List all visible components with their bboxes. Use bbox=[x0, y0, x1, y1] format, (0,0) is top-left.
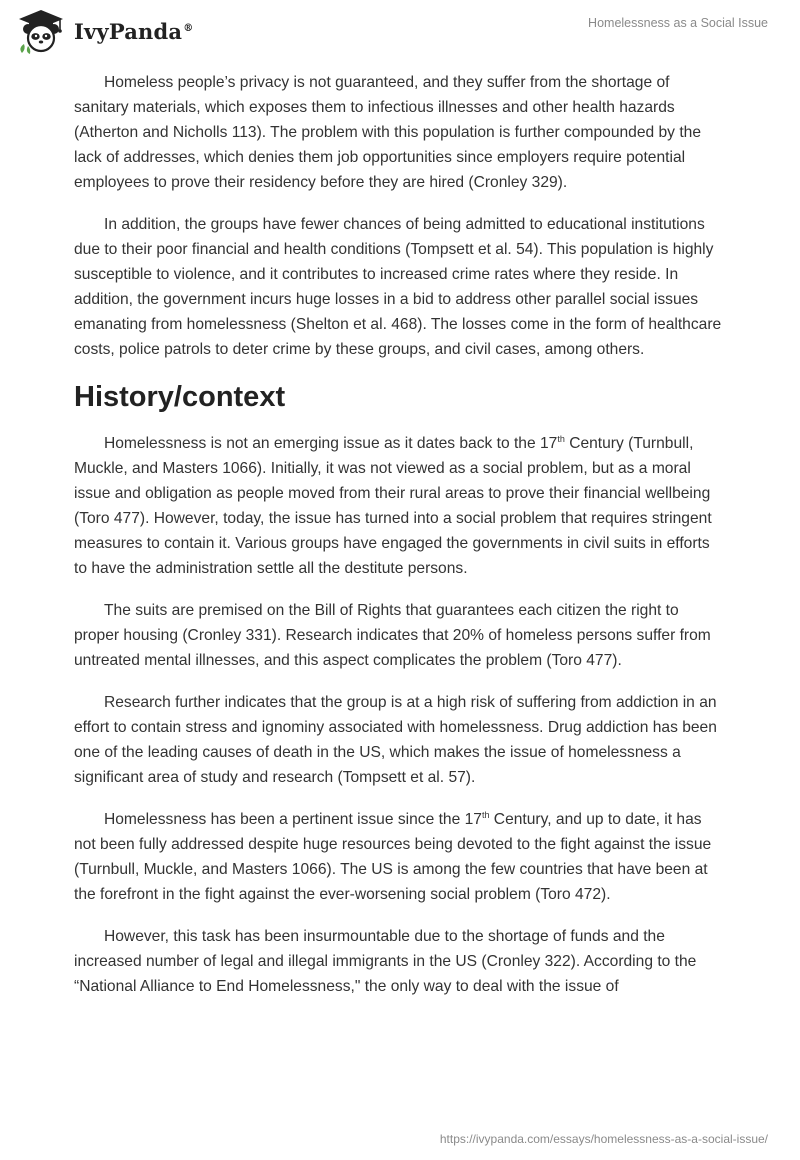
section-heading-history-context: History/context bbox=[74, 381, 286, 413]
paragraph-7: However, this task has been insurmountable due to the shortage of funds and the increased number of legal and illegal immigrants in the US (Cronley 322). According to the “National Alliance to End Homelessness," the only way to deal with the issue of bbox=[74, 928, 697, 995]
essay-content bbox=[74, 70, 726, 1016]
paragraph-1: Homeless people’s privacy is not guaranteed, and they suffer from the shortage of sanitary materials, which exposes them to infectious illnesses and other health hazards (Atherton and Nicholls 113). The problem with this population is further compounded by the lack of addresses, which denies them job opportunities since employers require potential employees to prove their residency before they are hired (Cronley 329). bbox=[74, 74, 701, 191]
paragraph-6: Homelessness has been a pertinent issue since the 17th Century, and up to date, it has not been fully addressed despite huge resources being devoted to the fight against the issue (Turnbull, Muckle, and Masters 1066). The US is among the few countries that have been at the forefront in the fight against the ever-worsening social problem (Toro 472). bbox=[74, 809, 712, 903]
paragraph-5: Research further indicates that the group is at a high risk of suffering from addiction in an effort to contain stress and ignominy associated with homelessness. Drug addiction has been one of the leading causes of death in the US, which makes the issue of homelessness a significant area of study and research (Tompsett et al. 57). bbox=[74, 694, 717, 786]
logo-text: IvyPanda® bbox=[74, 18, 194, 44]
page-header bbox=[0, 0, 800, 60]
panda-graduate-icon bbox=[16, 8, 66, 54]
paragraph-3: Homelessness is not an emerging issue as it dates back to the 17th Century (Turnbull, Muckle, and Masters 1066). Initially, it was not viewed as a social problem, but as a moral issue and obligation as people moved from their rural areas to prove their financial wellbeing (Toro 477). However, today, the issue has turned into a social problem that requires stringent measures to contain it. Various groups have engaged the governments in civil suits in efforts to have the administration settle all the destitute persons. bbox=[74, 433, 712, 577]
superscript-th: th bbox=[557, 433, 565, 444]
superscript-th: th bbox=[481, 809, 490, 820]
footer-url-link[interactable]: https://ivypanda.com/essays/homelessness-as-a-social-issue/ bbox=[439, 1132, 768, 1146]
registered-mark: ® bbox=[183, 22, 194, 34]
paragraph-4: The suits are premised on the Bill of Rights that guarantees each citizen the right to proper housing (Cronley 331). Research indicates that 20% of homeless persons suffer from untreated mental illnesses, and this aspect complicates the problem (Toro 477). bbox=[74, 602, 711, 669]
ivypanda-logo[interactable] bbox=[16, 8, 193, 54]
paragraph-2: In addition, the groups have fewer chances of being admitted to educational institutions due to their poor financial and health conditions (Tompsett et al. 54). This population is highly susceptible to violence, and it contributes to increased crime rates where they reside. In addition, the government incurs huge losses in a bid to address other parallel social issues emanating from homelessness (Shelton et al. 468). The losses come in the form of healthcare costs, police patrols to deter crime by these groups, and civil cases, among others. bbox=[74, 216, 722, 358]
document-title: Homelessness as a Social Issue bbox=[588, 16, 768, 30]
